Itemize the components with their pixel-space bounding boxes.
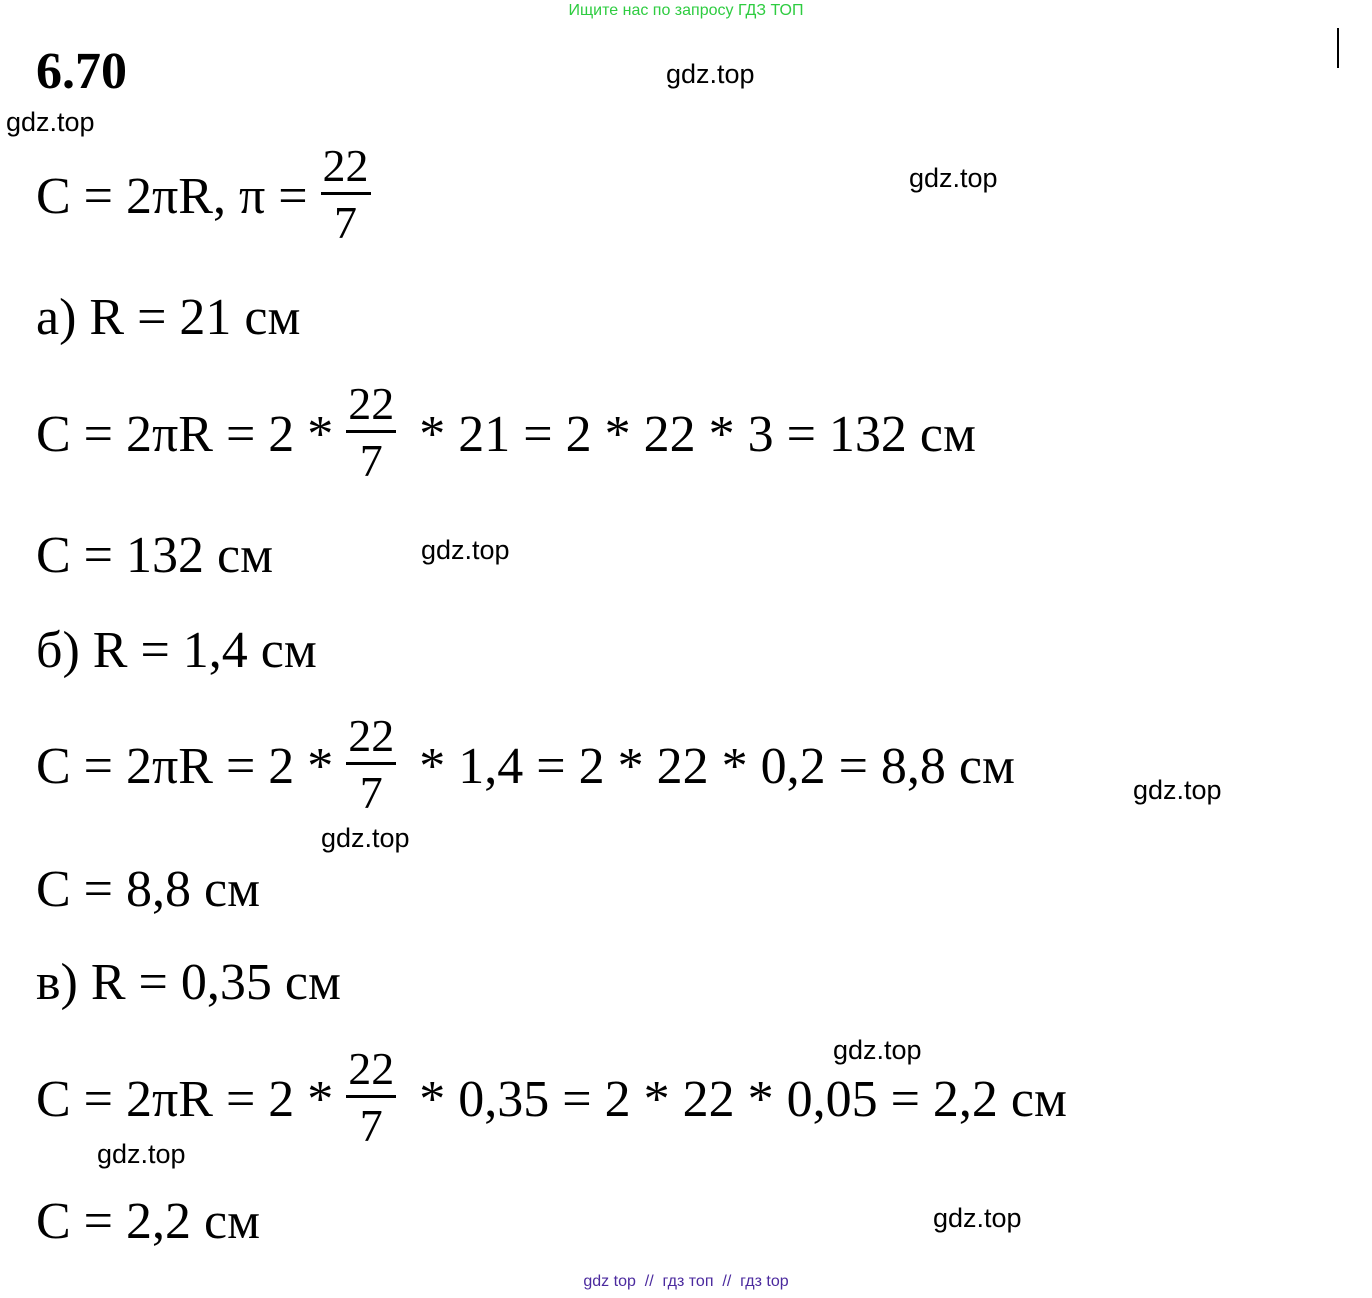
- fraction-numerator: 22: [322, 140, 369, 191]
- fraction-bar: [346, 762, 396, 765]
- pi-fraction: [346, 1045, 396, 1151]
- watermark: gdz.top: [933, 1203, 1022, 1233]
- fraction-denominator: 7: [359, 435, 383, 487]
- fraction-bar: [321, 192, 371, 195]
- calc-rhs: * 0,35 = 2 * 22 * 0,05 = 2,2 см: [406, 1070, 1067, 1128]
- watermark: gdz.top: [909, 163, 998, 193]
- search-hint-banner: Ищите нас по запросу ГДЗ ТОП: [568, 2, 804, 19]
- fraction-numerator: 22: [348, 1043, 395, 1094]
- watermark: gdz.top: [1133, 775, 1222, 805]
- part-b-answer: C = 8,8 см: [36, 861, 260, 918]
- fraction-numerator: 22: [348, 710, 395, 761]
- fraction-numerator: 22: [348, 378, 395, 429]
- fraction-denominator: 7: [359, 767, 383, 819]
- part-c-answer: C = 2,2 см: [36, 1193, 260, 1250]
- calc-rhs: * 1,4 = 2 * 22 * 0,2 = 8,8 см: [406, 737, 1015, 795]
- calc-lhs: C = 2πR = 2 *: [36, 1070, 347, 1128]
- fraction-bar: [346, 430, 396, 433]
- watermark: gdz.top: [6, 107, 95, 137]
- fraction-bar: [346, 1095, 396, 1098]
- part-b-given: б) R = 1,4 см: [36, 622, 317, 679]
- part-c-calculation: [36, 1043, 1067, 1153]
- watermark: gdz.top: [97, 1139, 186, 1169]
- calc-lhs: C = 2πR = 2 *: [36, 737, 347, 795]
- pi-fraction: [346, 712, 396, 818]
- fraction-denominator: 7: [359, 1100, 383, 1152]
- calc-rhs: * 21 = 2 * 22 * 3 = 132 см: [406, 405, 976, 463]
- part-a-given: а) R = 21 см: [36, 289, 301, 346]
- watermark: gdz.top: [833, 1035, 922, 1065]
- circumference-formula: [36, 140, 381, 250]
- part-c-given: в) R = 0,35 см: [36, 954, 341, 1011]
- watermark: gdz.top: [321, 823, 410, 853]
- pi-fraction: [346, 380, 396, 486]
- pi-fraction: [321, 142, 371, 248]
- part-a-answer: C = 132 см: [36, 527, 273, 584]
- fraction-denominator: 7: [334, 197, 358, 249]
- watermark: gdz.top: [666, 59, 755, 89]
- calc-lhs: C = 2πR = 2 *: [36, 405, 347, 463]
- watermark: gdz.top: [421, 535, 510, 565]
- part-a-calculation: [36, 378, 976, 488]
- problem-number: 6.70: [36, 43, 127, 100]
- text-cursor: [1337, 28, 1339, 68]
- formula-text: C = 2πR, π =: [36, 167, 321, 225]
- part-b-calculation: [36, 710, 1015, 820]
- footer-links: gdz top // гдз топ // гдз top: [583, 1273, 789, 1290]
